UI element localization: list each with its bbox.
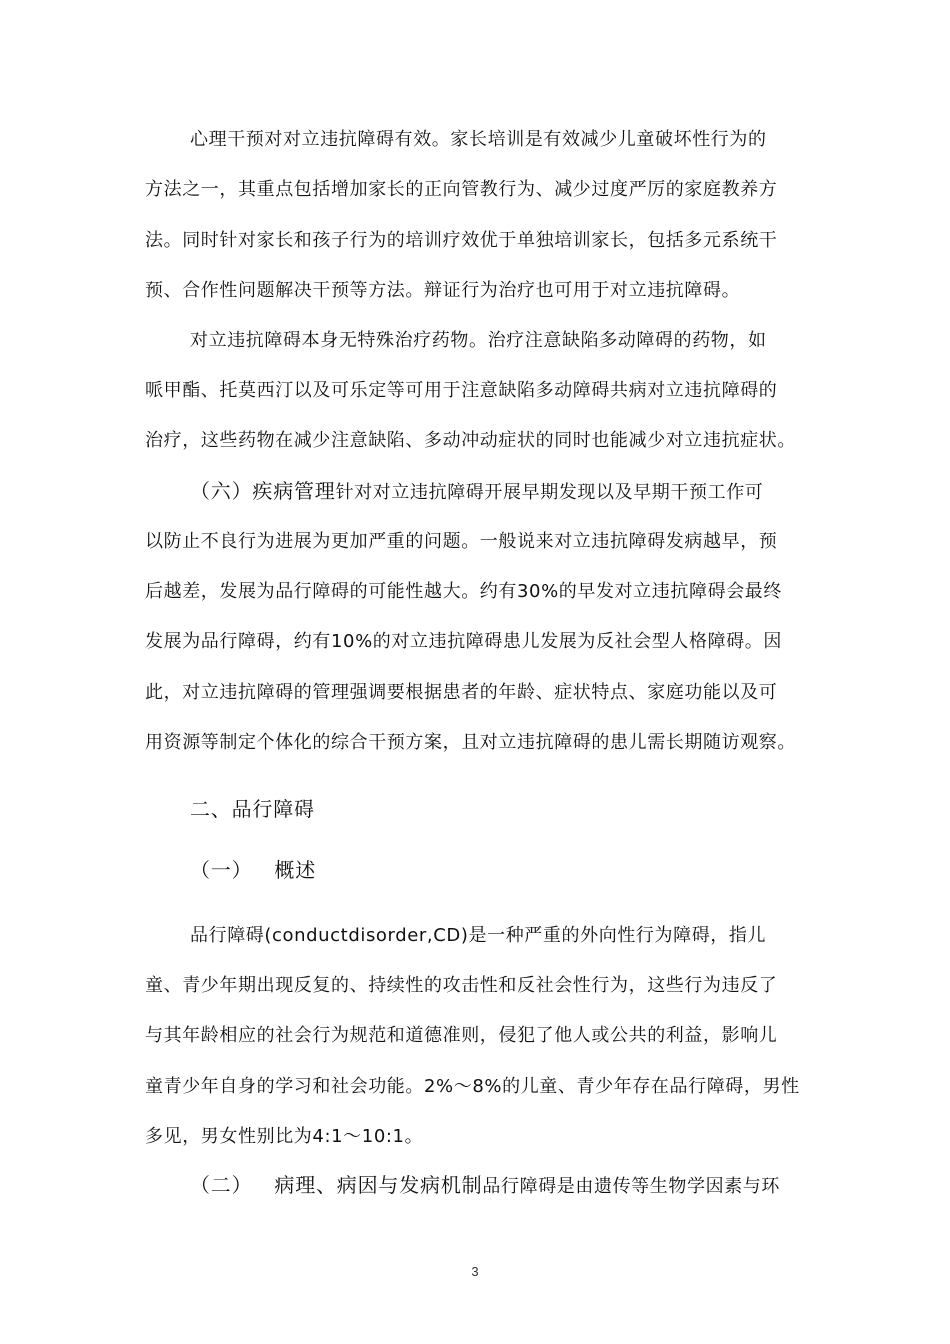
paragraph-line: 童青少年自身的学习和社会功能。2%～8%的儿童、青少年存在品行障碍，男性 bbox=[145, 1076, 800, 1097]
paragraph-line: 法。同时针对家长和孩子行为的培训疗效优于单独培训家长，包括多元系统干 bbox=[145, 230, 778, 251]
paragraph-line: 预、合作性问题解决干预等方法。辩证行为治疗也可用于对立违抗障碍。 bbox=[145, 280, 741, 301]
paragraph-line: 品行障碍(conductdisorder,CD)是一种严重的外向性行为障碍，指儿 bbox=[190, 925, 767, 946]
subsection-number: （二） bbox=[190, 1173, 253, 1197]
paragraph-line: 心理干预对对立违抗障碍有效。家长培训是有效减少儿童破坏性行为的 bbox=[190, 129, 767, 150]
paragraph-line: 用资源等制定个体化的综合干预方案，且对立违抗障碍的患儿需长期随访观察。 bbox=[145, 732, 796, 753]
paragraph-line: 以防止不良行为进展为更加严重的问题。一般说来对立违抗障碍发病越早，预 bbox=[145, 531, 778, 552]
paragraph-line: 治疗，这些药物在减少注意缺陷、多动冲动症状的同时也能减少对立违抗症状。 bbox=[145, 430, 796, 451]
paragraph-line: 哌甲酯、托莫西汀以及可乐定等可用于注意缺陷多动障碍共病对立违抗障碍的 bbox=[145, 380, 778, 401]
subsection-title: 概述 bbox=[274, 858, 317, 882]
paragraph-line: 童、青少年期出现反复的、持续性的攻击性和反社会性行为，这些行为违反了 bbox=[145, 975, 778, 996]
section-title-conduct-disorder: 二、品行障碍 bbox=[190, 797, 315, 821]
subsection-number: （一） bbox=[190, 858, 253, 882]
subsection-title-pathology: 病理、病因与发病机制 bbox=[274, 1173, 483, 1197]
section-heading-disease-management: （六）疾病管理 bbox=[190, 479, 336, 503]
paragraph-line: 方法之一，其重点包括增加家长的正向管教行为、减少过度严厉的家庭教养方 bbox=[145, 179, 778, 200]
paragraph-line: 此，对立违抗障碍的管理强调要根据患者的年龄、症状特点、家庭功能以及可 bbox=[145, 682, 778, 703]
paragraph-text: 针对对立违抗障碍开展早期发现以及早期干预工作可 bbox=[335, 482, 764, 503]
paragraph-line: 对立违抗障碍本身无特殊治疗药物。治疗注意缺陷多动障碍的药物，如 bbox=[190, 330, 767, 351]
subsection-heading-overview bbox=[190, 856, 316, 884]
page-number: 3 bbox=[471, 1264, 479, 1279]
paragraph-line: 与其年龄相应的社会行为规范和道德准则，侵犯了他人或公共的利益，影响儿 bbox=[145, 1025, 778, 1046]
paragraph-line: 后越差，发展为品行障碍的可能性越大。约有30%的早发对立违抗障碍会最终 bbox=[145, 581, 783, 602]
paragraph-text: 品行障碍是由遗传等生物学因素与环 bbox=[482, 1176, 781, 1197]
paragraph-line bbox=[190, 478, 805, 506]
paragraph-line bbox=[190, 1172, 805, 1200]
paragraph-line: 发展为品行障碍，约有10%的对立违抗障碍患儿发展为反社会型人格障碍。因 bbox=[145, 631, 783, 652]
paragraph-line: 多见，男女性别比为4:1～10:1。 bbox=[145, 1126, 424, 1147]
